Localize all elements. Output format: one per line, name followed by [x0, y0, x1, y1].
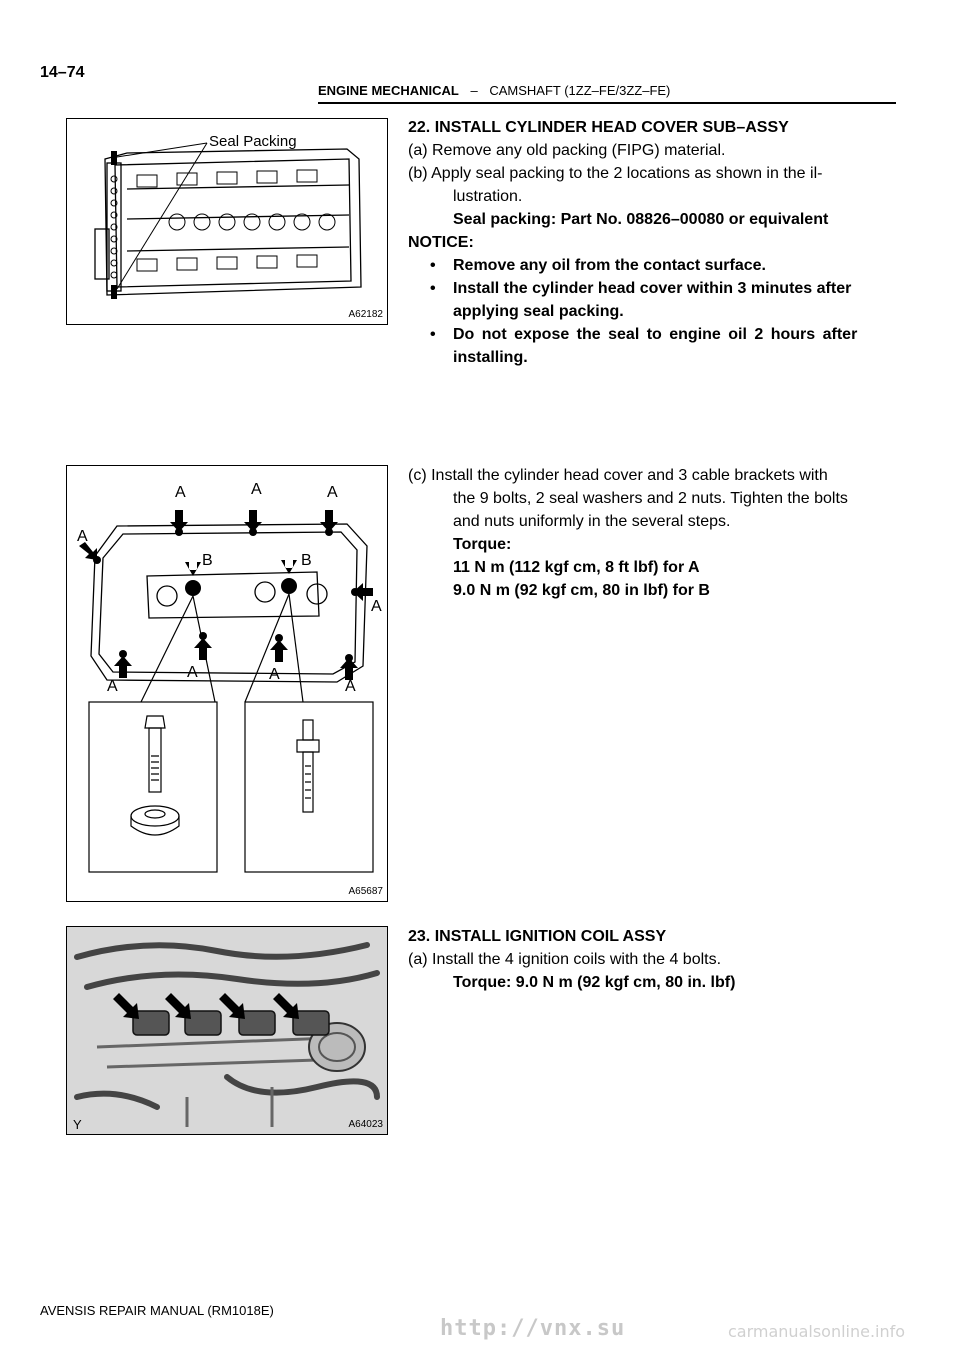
notice-item-3-line1: Do not expose the seal to engine oil 2 hours after: [453, 326, 858, 343]
label-a: A: [251, 481, 262, 498]
step-22-c-line1: (c) Install the cylinder head cover and 3 cable brackets with: [408, 467, 828, 484]
step-22-b-line1: (b) Apply seal packing to the 2 locations as shown in the il-: [408, 165, 823, 182]
notice-heading: NOTICE:: [408, 234, 474, 251]
bullet-icon: •: [430, 257, 436, 274]
figure-code: A65687: [348, 886, 383, 897]
corner-mark: Y: [73, 1117, 82, 1132]
figure-bolt-locations: [66, 465, 388, 902]
notice-item-3-line2: installing.: [453, 349, 528, 366]
label-a: A: [107, 678, 118, 695]
step-23-heading: 23. INSTALL IGNITION COIL ASSY: [408, 928, 667, 945]
header-rule: [318, 102, 896, 104]
figure-code: A64023: [348, 1119, 383, 1130]
label-a: A: [77, 528, 88, 545]
page-footer: AVENSIS REPAIR MANUAL (RM1018E): [40, 1303, 274, 1318]
label-a: A: [371, 598, 382, 615]
torque-spec-b: 9.0 N m (92 kgf cm, 80 in lbf) for B: [453, 582, 710, 599]
figure-code: A62182: [348, 309, 383, 320]
seal-packing-label: Seal Packing: [209, 133, 297, 150]
watermark-site: carmanualsonline.info: [728, 1322, 906, 1341]
step-22-c-line3: and nuts uniformly in the several steps.: [453, 513, 731, 530]
figure-seal-packing: [66, 118, 388, 325]
bullet-icon: •: [430, 326, 436, 343]
label-a: A: [345, 678, 356, 695]
label-a: A: [187, 664, 198, 681]
step-22-b-line2: lustration.: [453, 188, 523, 205]
page-number: 14–74: [40, 64, 85, 81]
label-b: B: [301, 552, 312, 569]
notice-item-2-line1: Install the cylinder head cover within 3 minutes after: [453, 280, 852, 297]
torque-label: Torque:: [453, 536, 512, 553]
label-a: A: [269, 666, 280, 683]
notice-item-1: Remove any oil from the contact surface.: [453, 257, 766, 274]
watermark-link[interactable]: http://vnx.su: [440, 1316, 626, 1341]
label-a: A: [175, 484, 186, 501]
step-23-a: (a) Install the 4 ignition coils with the 4 bolts.: [408, 951, 722, 968]
step-22-c-line2: the 9 bolts, 2 seal washers and 2 nuts. Tighten the bolts: [453, 490, 848, 507]
header-separator: –: [470, 83, 478, 98]
header-section: ENGINE MECHANICAL: [318, 83, 459, 98]
torque-spec-a: 11 N m (112 kgf cm, 8 ft lbf) for A: [453, 559, 700, 576]
step-22-a: (a) Remove any old packing (FIPG) material.: [408, 142, 726, 159]
seal-packing-spec: Seal packing: Part No. 08826–00080 or equivalent: [453, 211, 829, 228]
step-22-heading: 22. INSTALL CYLINDER HEAD COVER SUB–ASSY: [408, 119, 789, 136]
engine-photo: [67, 927, 387, 1134]
label-a: A: [327, 484, 338, 501]
bullet-icon: •: [430, 280, 436, 297]
page-header: [318, 83, 670, 98]
label-b: B: [202, 552, 213, 569]
notice-item-2-line2: applying seal packing.: [453, 303, 624, 320]
header-subsection: CAMSHAFT (1ZZ–FE/3ZZ–FE): [489, 83, 671, 98]
step-23-torque: Torque: 9.0 N m (92 kgf cm, 80 in. lbf): [453, 974, 736, 991]
figure-ignition-coils: [66, 926, 388, 1135]
